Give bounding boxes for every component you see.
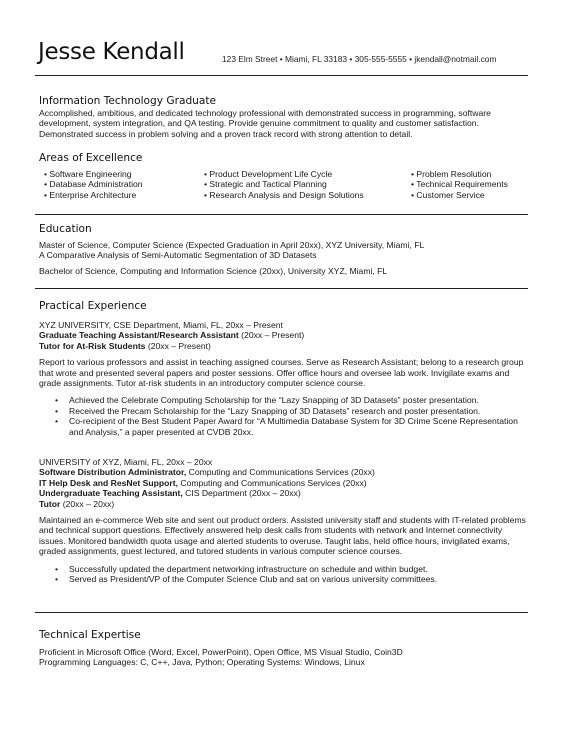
area-item: • Software Engineering (44, 169, 132, 179)
job-2-role-2 (39, 478, 529, 488)
education-degree-2: Bachelor of Science, Computing and Information Science (20xx), University XYZ, Miami, FL (39, 265, 388, 276)
job-2-org: UNIVERSITY of XYZ, Miami, FL, 20xx – 20xx (39, 457, 213, 467)
job-1-org: XYZ UNIVERSITY, CSE Department, Miami, FL, 20xx – Present (39, 320, 283, 330)
education-title: Education (39, 223, 92, 235)
area-item: • Customer Service (411, 189, 485, 200)
job-2 (39, 457, 529, 584)
area-item: • Product Development Life Cycle (204, 169, 333, 179)
technical-block (39, 647, 529, 668)
bullet-item: • Served as President/VP of the Computer Science Club and sat on various university committees. (69, 574, 529, 584)
education-thesis: A Comparative Analysis of Semi-Automatic Segmentation of 3D Datasets (39, 250, 317, 261)
areas-column-2 (204, 169, 364, 200)
job-2-role-2-title: IT Help Desk and ResNet Support, (39, 477, 178, 488)
bullet-item: • Co-recipient of the Best Student Paper Award for “A Multimedia Database System for 3D Crime Scene Representation and Analysis,” a paper presented at CVDB 20xx. (69, 416, 529, 437)
job-2-role-1 (39, 467, 529, 477)
header-rule (35, 75, 528, 76)
job-1-role-1 (39, 330, 529, 340)
area-item: • Research Analysis and Design Solutions (204, 189, 364, 200)
education-block (39, 240, 529, 276)
job-1-role-1-title: Graduate Teaching Assistant/Research Assistant (39, 330, 239, 341)
area-item: • Problem Resolution (411, 169, 492, 179)
areas-rule (35, 214, 528, 215)
job-1-role-2-dates: (20xx – Present) (145, 340, 211, 351)
education-degree-1: Master of Science, Computer Science (Expected Graduation in April 20xx), XYZ University, Miami, FL (39, 240, 425, 250)
summary-text (39, 108, 529, 139)
job-2-role-2-detail: Computing and Communications Services (20xx) (177, 477, 367, 488)
job-2-role-1-title: Software Distribution Administrator, (39, 467, 187, 478)
area-item: • Technical Requirements (411, 179, 508, 190)
technical-title: Technical Expertise (39, 629, 141, 641)
job-2-role-1-detail: Computing and Communications Services (20xx) (186, 467, 375, 478)
area-item: • Database Administration (44, 179, 143, 190)
experience-title: Practical Experience (39, 300, 147, 312)
bullet-item: • Successfully updated the department networking infrastructure on schedule and within budget. (69, 564, 529, 574)
job-1-role-1-dates: (20xx – Present) (238, 330, 305, 341)
education-rule (35, 288, 528, 289)
areas-column-3 (411, 169, 508, 200)
job-2-role-3-detail: CIS Department (20xx – 20xx) (182, 488, 301, 499)
job-2-role-3 (39, 488, 529, 498)
candidate-name: Jesse Kendall (38, 39, 185, 65)
area-item: • Strategic and Tactical Planning (204, 179, 327, 190)
job-2-bullets (39, 564, 529, 585)
areas-title: Areas of Excellence (39, 152, 143, 164)
job-1-description: Report to various professors and assist in teaching assigned courses. Serve as Research Assistant; belong to a research group that wrote and presented several papers and poster sessions. Offer office hours and oversee lab work. Invigilate exams and grade assignments. Tutor at-risk students in an introductory computer science course. (39, 357, 524, 389)
area-item: • Enterprise Architecture (44, 189, 137, 200)
job-2-role-4-title: Tutor (39, 498, 61, 509)
job-2-role-4 (39, 499, 529, 509)
summary-title: Information Technology Graduate (39, 95, 217, 107)
bullet-item: • Achieved the Celebrate Computing Scholarship for the “Lazy Snapping of 3D Datasets” poster presentation. (69, 395, 529, 405)
job-1 (39, 320, 529, 437)
technical-line-2: Programming Languages: C, C++, Java, Python; Operating Systems: Windows, Linux (39, 657, 365, 668)
summary-paragraph: Accomplished, ambitious, and dedicated technology professional with demonstrated success in programming, software development, system integration, and QA testing. Provide genuine commitment to quality and customer satisfaction. Demonstrated success in problem solving and a proven track record with strong attention to detail. (39, 108, 491, 139)
job-1-role-2-title: Tutor for At-Risk Students (39, 340, 146, 351)
technical-line-1: Proficient in Microsoft Office (Word, Excel, PowerPoint), Open Office, MS Visual Studio, Coin3D (39, 647, 403, 657)
contact-line: 123 Elm Street • Miami, FL 33183 • 305-555-5555 • jkendall@notmail.com (222, 54, 497, 64)
job-1-bullets (39, 395, 529, 437)
job-2-role-3-title: Undergraduate Teaching Assistant, (39, 488, 183, 499)
job-2-role-4-detail: (20xx – 20xx) (60, 498, 115, 509)
job-2-description: Maintained an e-commerce Web site and sent out product orders. Assisted university staff and students with IT-related problems and technical support questions. Effectively answered help desk calls from students with network and Internet connectivity issues. Monitored bandwidth quota usage and alerted students to overuse. Taught labs, held office hours, invigilated exams, graded assignments, guest lectured, and tutored students in various computer science courses. (39, 515, 526, 557)
experience-rule (35, 612, 528, 613)
job-1-role-2 (39, 341, 529, 351)
areas-column-1 (44, 169, 143, 200)
bullet-item: • Received the Precam Scholarship for the “Lazy Snapping of 3D Datasets” research and poster presentation. (69, 406, 529, 416)
